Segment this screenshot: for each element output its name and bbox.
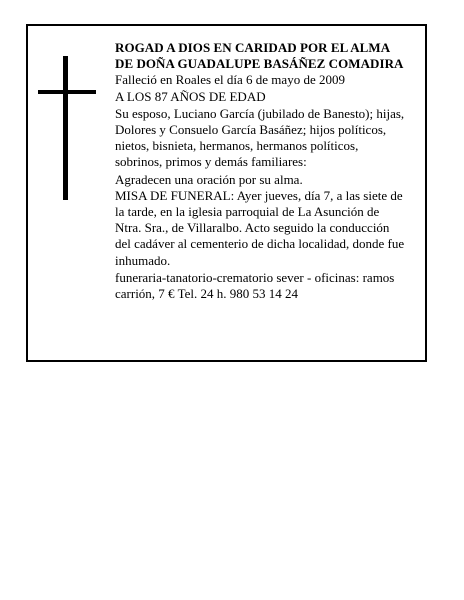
obituary-notice	[26, 24, 427, 362]
family-paragraph	[115, 106, 421, 171]
family-line-2: Dolores y Consuelo García Basáñez; hijos políticos,	[115, 122, 387, 138]
thanks-line: Agradecen una oración por su alma.	[115, 171, 303, 187]
cross-icon	[38, 56, 98, 200]
funeral-home-line-1: funeraria-tanatorio-crematorio sever - oficinas: ramos	[115, 269, 395, 285]
age-line: A LOS 87 AÑOS DE EDAD	[115, 88, 266, 104]
funeral-line-1: MISA DE FUNERAL: Ayer jueves, día 7, a las siete de	[115, 187, 403, 203]
family-line-3: nietos, bisnieta, hermanos, hermanos políticos,	[115, 138, 359, 154]
family-line-4: sobrinos, primos y demás familiares:	[115, 154, 307, 170]
funeral-line-3: Ntra. Sra., de Villaralbo. Acto seguido la conducción	[115, 220, 390, 236]
funeral-home-paragraph	[115, 270, 421, 302]
death-line: Falleció en Roales el día 6 de mayo de 2009	[115, 72, 345, 88]
thanks-paragraph	[115, 172, 421, 188]
notice-text	[115, 40, 421, 302]
funeral-home-line-2: carrión, 7 € Tel. 24 h. 980 53 14 24	[115, 286, 298, 302]
family-line-1: Su esposo, Luciano García (jubilado de Banesto); hijas,	[115, 105, 405, 121]
heading-line-1: ROGAD A DIOS EN CARIDAD POR EL ALMA	[115, 40, 391, 55]
funeral-line-2: la tarde, en la iglesia parroquial de La Asunción de	[115, 204, 380, 220]
cross-horizontal-bar	[38, 90, 96, 94]
funeral-line-4: del cadáver al cementerio de dicha localidad, donde fue	[115, 236, 405, 252]
funeral-line-5: inhumado.	[115, 252, 171, 268]
heading-line-2: DE DOÑA GUADALUPE BASÁÑEZ COMADIRA	[115, 56, 404, 72]
cross-vertical-bar	[63, 56, 68, 200]
